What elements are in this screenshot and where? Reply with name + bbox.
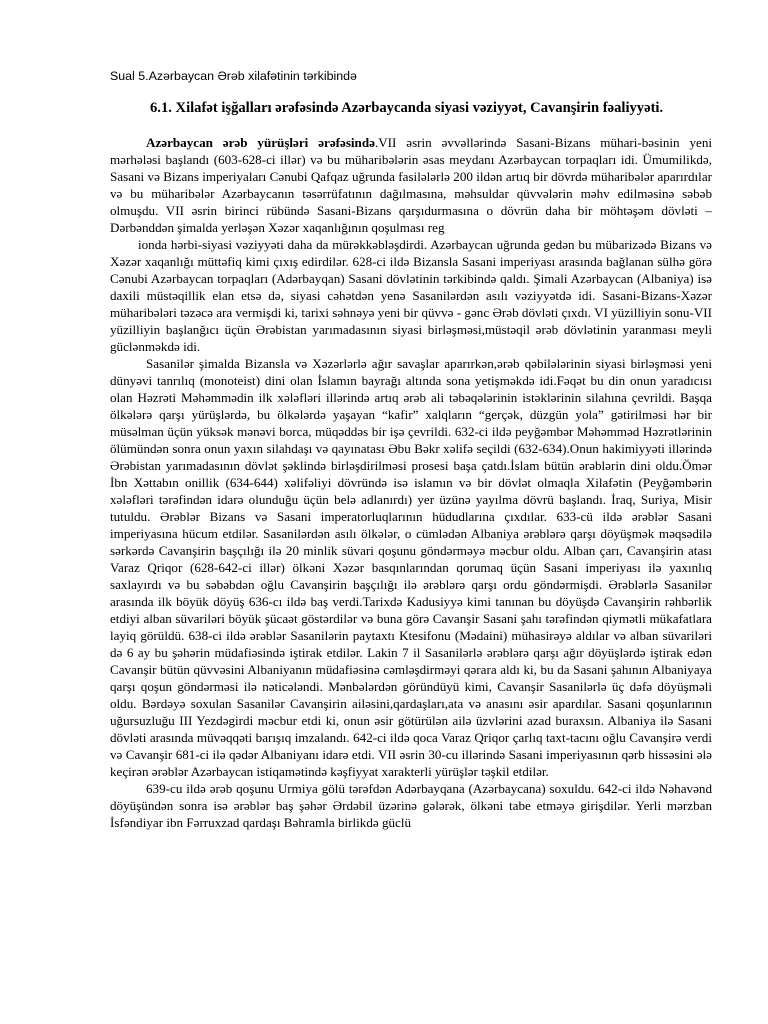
document-body: [110, 134, 712, 831]
paragraph-3: Sasanilər şimalda Bizansla və Xəzərlərlə ağır savaşlar aparırkən,ərəb qəbilələrinin siyasi birləşməsi yeni dünyəvi tanrılıq (monoteist) dini olan İslamın bayrağı altında sona yetişməkdə idi.Fəqət bu din onun yaradıcısı olan Həzrəti Məhəmmədin ilk xələfləri illərində artıq ərəb ali təbəqələrinin istəklərinin silahına çevrildi. Başqa ölkələrə qarşı yürüşlərdə, bu ölkələrdə yaşayan “kafir” xalqların “gerçək, düzgün yola” gətirilməsi hər bir müsəlman üçün yüksək mənəvi borca, müqəddəs bir işə çevrildi. 632-ci ildə peyğəmbər Məhəmməd Həzrətlərinin ölümündən sonra onun yaxın silahdaşı və qayınatası Əbu Bəkr xəlifə seçildi (632-634).Onun hakimiyyəti illərində Ərəbistan yarımadasının dövlət şəklində birləşdirilməsi prosesi başa çatdı.İslam bütün ərəblərin dini oldu.Ömər İbn Xəttabın onillik (634-644) xəlifəliyi dövründə isə islamın və bir dövlət olmaqla Xilafətin (Peyğəmbərin xələfləri tərəfindən idarə olunduğu üçün belə adlanırdı) yer üzünə yayılma dövrü başlandı. İraq, Suriya, Misir tutuldu. Ərəblər Bizans və Sasani imperatorluqlarının hüdudlarına çıxdılar. 633-cü ildə ərəblər Sasani imperiyasına hücum etdilər. Sasanilərdən asılı ölkələr, o cümlədən Albaniya ərəblərə qarşı döyüşmək məqsədilə sərkərdə Cavanşirin başçılığı ilə 20 minlik süvari qoşunu göndərməyə məcbur oldu. Alban çarı, Cavanşirin atası Varaz Qriqor (628-642-ci illər) ölkəni Xəzər basqınlarından qorumaq üçün Sasani imperiyası ilə yaxınlıq saxlayırdı və bu səbəbdən oğlu Cavanşirin başçılığı ilə ərəblərə qarşı ordu göndərmişdi. Ərəblərlə Sasanilər arasında ilk böyük döyüş 636-cı ildə baş verdi.Tarixdə Kadusiyyə kimi tanınan bu döyüşdə Cavanşirin rəhbərlik etdiyi alban süvariləri böyük şücaət göstərdilər və buna görə Cavanşir Sasani şahı tərəfindən qiymətli mükafatlara layiq görüldü. 638-ci ildə ərəblər Sasanilərin paytaxtı Ktesifonu (Mədaini) mühasirəyə aldılar və alban süvariləri də 6 ay bu şəhərin müdafiəsində iştirak etdilər. Lakin 7 il Sasanilərlə ərəblərə qarşı ağır döyüşlərdə iştirak edən Cavanşir bütün qüvvəsini Albaniyanın müdafiəsinə cəmləşdirməyi qərara aldı ki, bu da Sasani şahının Albaniyaya qarşı qoşun göndərməsi ilə nəticələndi. Mənbələrdən göründüyü kimi, Cavanşir Sasanilərlə üç dəfə döyüşməli oldu. Bərdəyə soxulan Sasanilər Cavanşirin ailəsini,qardaşları,ata və anasını əsir apardılar. Sasani qoşunlarının uğursuzluğu III Yezdəgirdi məcbur etdi ki, onun əsir götürülən ailə üzvlərini azad buraxsın. Albaniya ilə Sasani dövləti arasında müvəqqəti barışıq imzalandı. 642-ci ildə qoca Varaz Qriqor çarlıq taxt-tacını oğlu Cavanşirə verdi və Cavanşir 681-ci ilə qədər Albaniyanı idarə etdi. VII əsrin 30-cu illərində Sasani imperiyasının qərb hissəsini ələ keçirən ərəblər Azərbaycan istiqamətində kəşfiyyat xarakterli yürüşlər təşkil etdilər.: [110, 356, 712, 779]
paragraph-1-text: .VII əsrin əvvəllərində Sasani-Bizans mühari-bəsinin yeni mərhələsi başlandı (603-628-ci illər) və bu müharibələrin əsas meydanı Azərbaycan torpaqları idi. Ümumilikdə, Sasani və Bizans imperiyaları Cənubi Qafqaz uğrunda fasilələrlə 200 ildən artıq bir dövrdə müharibələr aparırdılar və bu müharibələr Azərbaycanın təsərrüfatının dağılmasına, məhsuldar qüvvələrin məhv edilməsinə səbəb olmuşdu. VII əsrin birinci rübündə Sasani-Bizans qarşıdurmasına o dövrün daha bir möhtəşəm dövləti – Dərbənddən şimalda yerləşən Xəzər xaqanlığının qoşulması reg: [110, 135, 712, 235]
section-title: 6.1. Xilafət işğalları ərəfəsində Azərbaycanda siyasi vəziyyət, Cavanşirin fəaliyyəti.: [150, 100, 664, 116]
question-header: Sual 5.Azərbaycan Ərəb xilafətinin tərkibində: [110, 69, 357, 83]
paragraph-4: 639-cu ildə ərəb qoşunu Urmiya gölü tərəfdən Adərbayqana (Azərbaycana) soxuldu. 642-ci ildə Nəhavənd döyüşündən sonra isə ərəblər baş şəhər Ərdəbil üzərinə gələrək, ölkəni tabe etməyə girişdilər. Yerli mərzban İsfəndiyar ibn Fərruxzad qardaşı Bəhramla birlikdə güclü: [110, 781, 712, 830]
paragraph-2: ionda hərbi-siyasi vəziyyəti daha da mürəkkəbləşdirdi. Azərbaycan uğrunda gedən bu mübarizədə Bizans və Xəzər xaqanlığı müttəfiq kimi çıxış edirdilər. 628-ci ildə Bizansla Sasani imperiyası arasında bağlanan sülhə görə Cənubi Azərbaycan torpaqları (Adərbayqan) Sasani dövlətinin tərkibində qaldı. Şimali Azərbaycan (Albaniya) isə daxili müstəqillik elan etsə də, siyasi cəhətdən yenə Sasanilərdən asılı vəziyyətdə idi. Sasani-Bizans-Xəzər müharibələri təzəcə ara vermişdi ki, tarixi səhnəyə yeni bir qüvvə - gənc Ərəb dövləti çıxdı. VI yüzilliyin sonu-VII yüzilliyin başlanğıcı üçün Ərəbistan yarımadasının siyasi birləşməsi,müstəqil ərəb dövlətinin yaranması meyli güclənməkdə idi.: [110, 237, 712, 354]
paragraph-1-lead: Azərbaycan ərəb yürüşləri ərəfəsində: [146, 135, 375, 150]
paragraph-1: [110, 134, 712, 236]
